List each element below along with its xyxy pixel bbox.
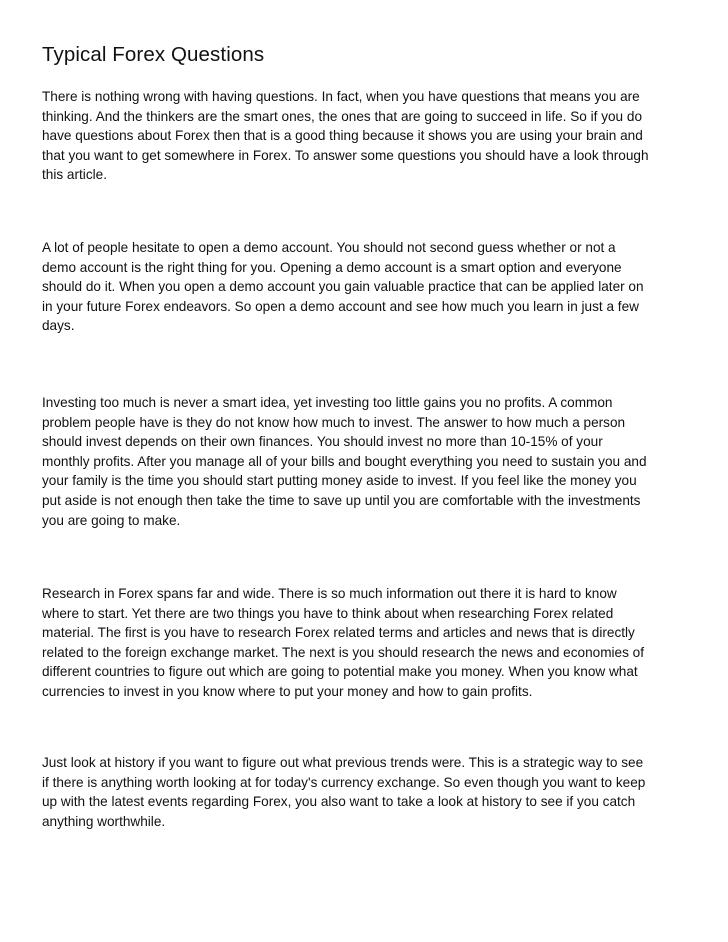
paragraph-investing-amount: Investing too much is never a smart idea, yet investing too little gains you no profits. A common problem people have is they do not know how much to invest. The answer to how much a person should invest depends on their own finances. You should invest no more than 10-15% of your monthly profits. After you manage all of your bills and bought everything you need to sustain you and your family is the time you should start putting money aside to invest. If you feel like the money you put aside is not enough then take the time to save up until you are comfortable with the investments you are going to make. xyxy=(42,395,647,528)
paragraph-research: Research in Forex spans far and wide. There is so much information out there it is hard to know where to start. Yet there are two things you have to think about when researching Forex related material. The first is you have to research Forex related terms and articles and news that is directly related to the foreign exchange market. The next is you should research the news and economies of different countries to figure out which are going to potential make you money. When you know what currencies to invest in you know where to put your money and how to gain profits. xyxy=(42,586,645,699)
paragraph-history: Just look at history if you want to figure out what previous trends were. This is a strategic way to see if there is anything worth looking at for today's currency exchange. So even though you want to keep up with the latest events regarding Forex, you also want to take a look at history to see if you catch anything worthwhile. xyxy=(42,755,646,829)
paragraph-intro: There is nothing wrong with having questions. In fact, when you have questions that means you are thinking. And the thinkers are the smart ones, the ones that are going to succeed in life. So if you do have questions about Forex then that is a good thing because it shows you are using your brain and that you want to get somewhere in Forex. To answer some questions you should have a look through this article. xyxy=(42,89,649,183)
document-title: Typical Forex Questions xyxy=(42,43,265,66)
document-page xyxy=(42,42,692,829)
paragraph-demo-account: A lot of people hesitate to open a demo account. You should not second guess whether or not a demo account is the right thing for you. Opening a demo account is a smart option and everyone should do it. When you open a demo account you gain valuable practice that can be applied later on in your future Forex endeavors. So open a demo account and see how much you learn in just a few days. xyxy=(42,240,644,334)
